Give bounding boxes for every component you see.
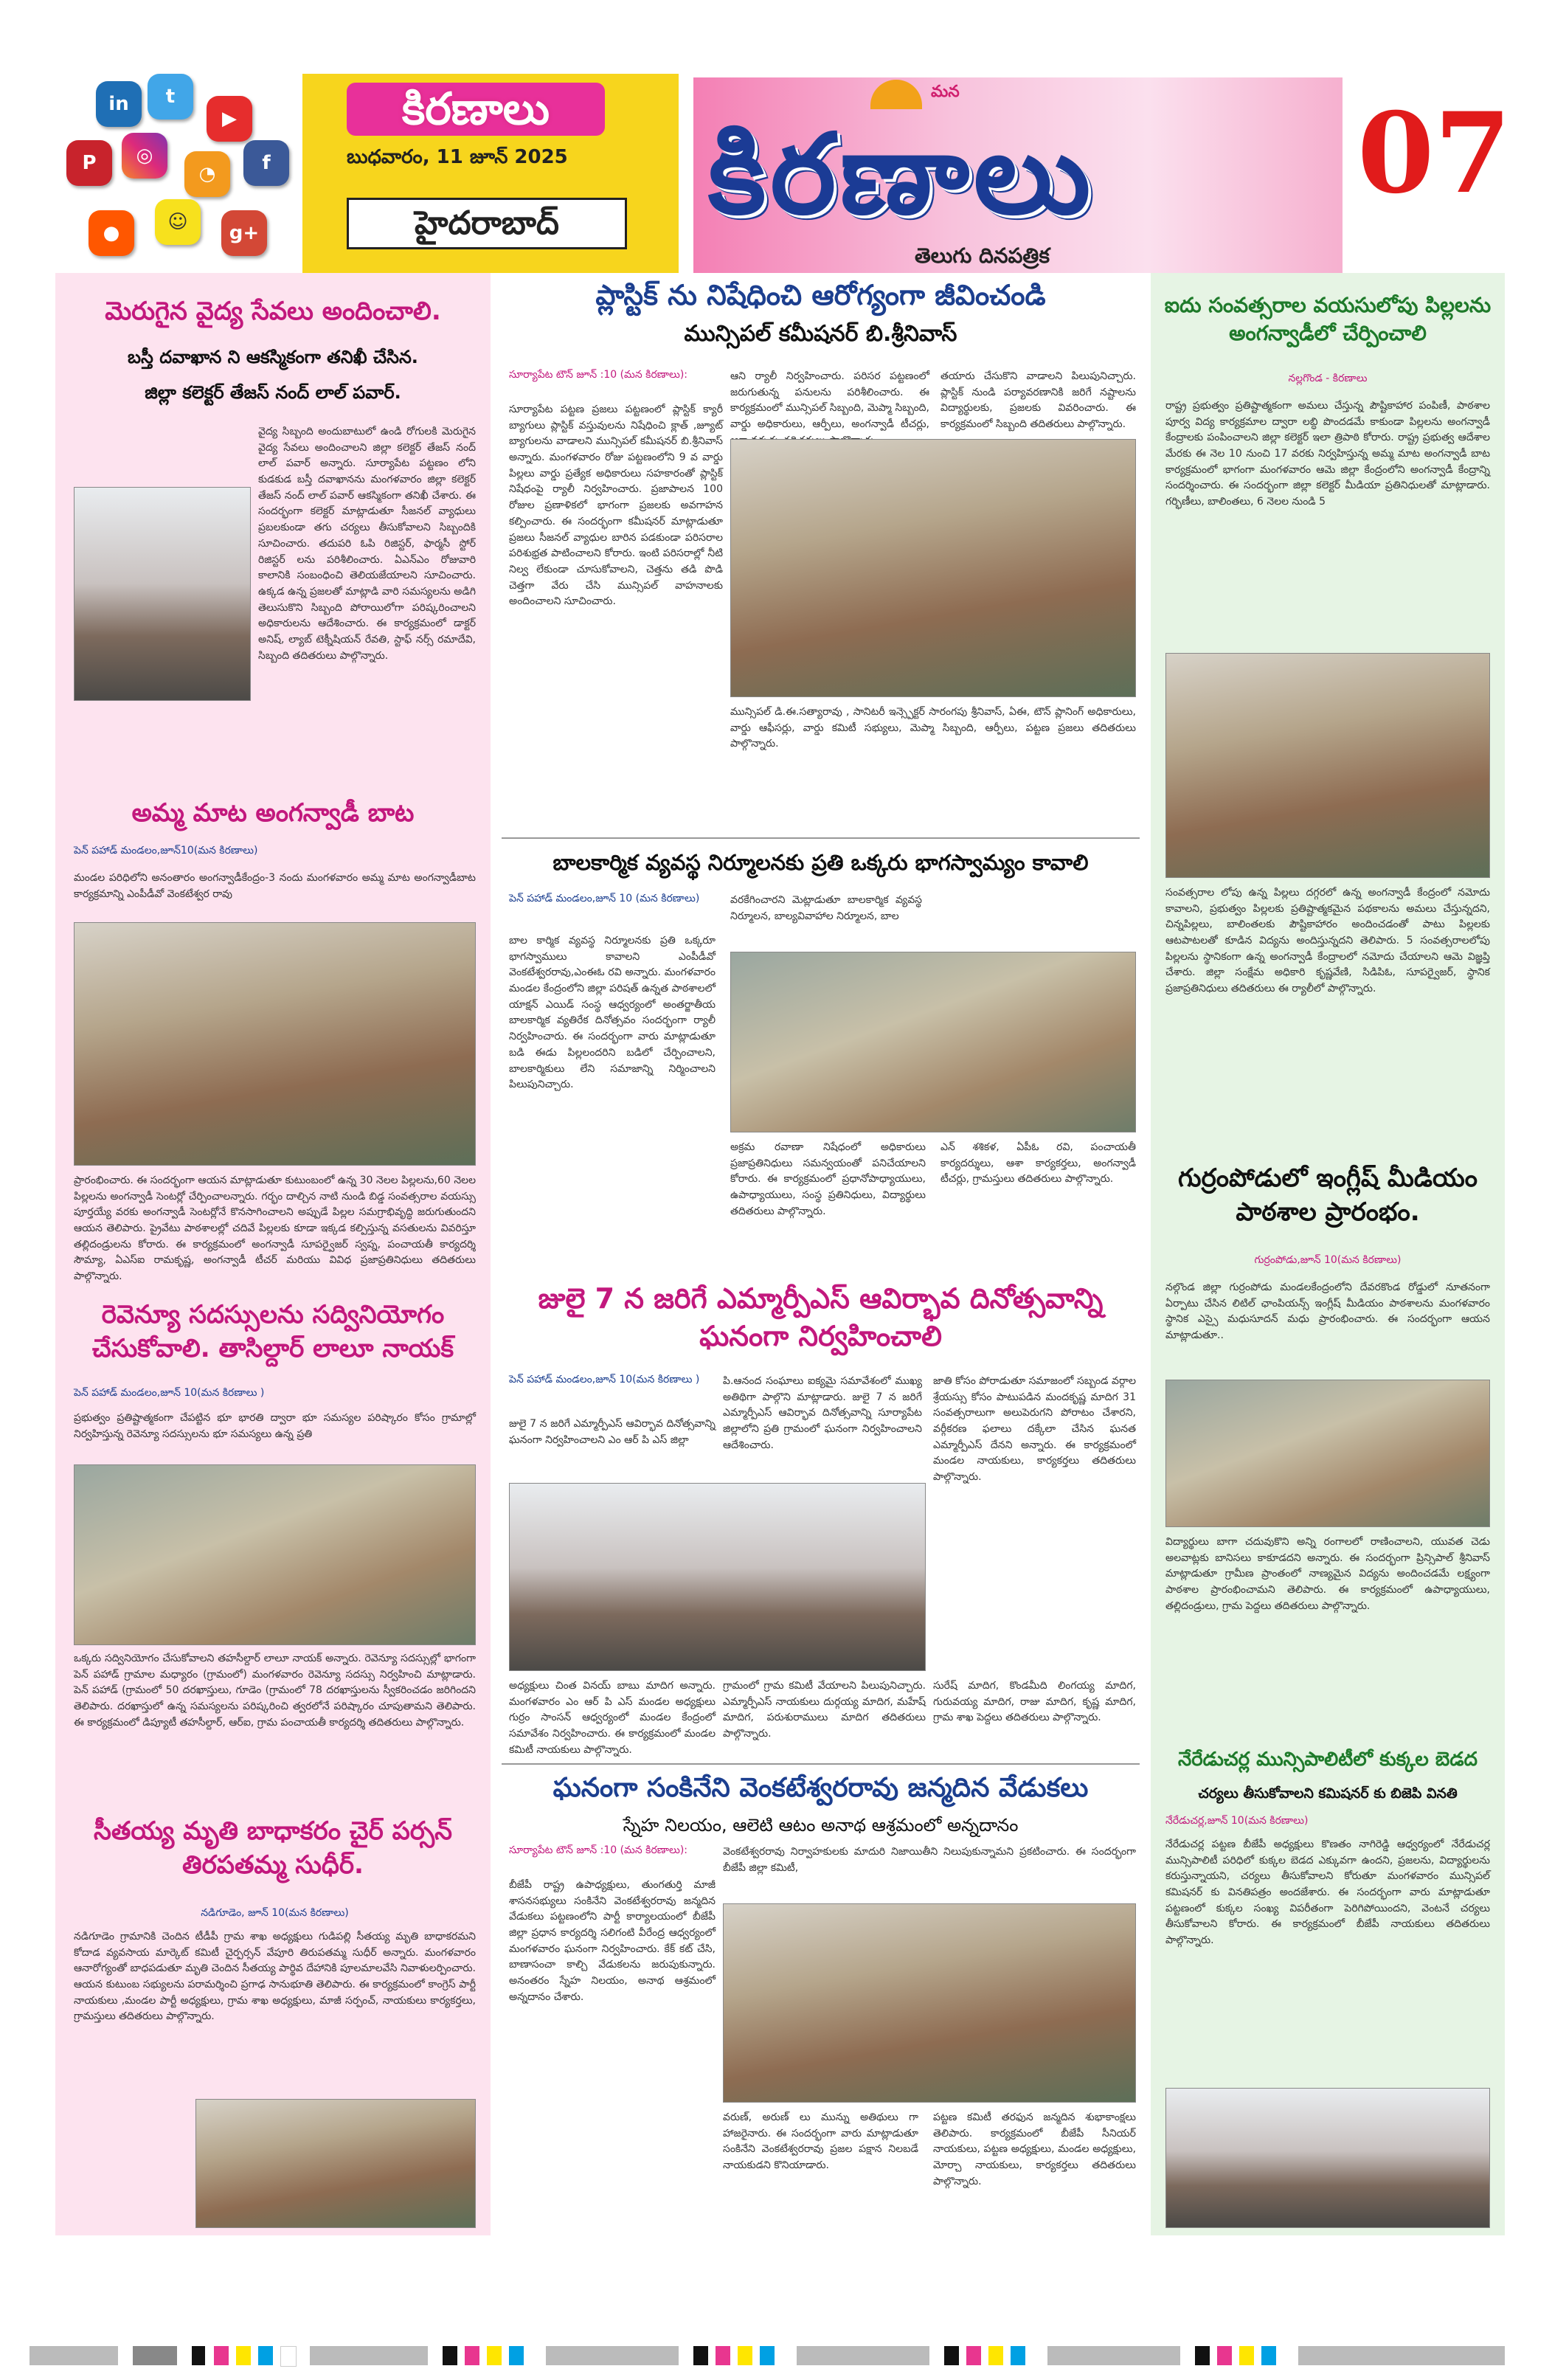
photo-collector-children: [1165, 653, 1490, 878]
masthead-small-title: కిరణాలు: [347, 83, 605, 136]
divider-2: [502, 1763, 1140, 1765]
article-plastic-col1: సూర్యాపేట పట్టణ ప్రజలు పట్టణంలో ప్లాస్టిక్ క్యారీ బ్యాగులు ప్లాస్టిక్ వస్తువులను నిషేధించి క్లాత్ ,జ్యూట్ బ్యాగులను వాడాలని మున్సిపల్ కమీషనర్ బి.శ్రీనివాస్ అన్నారు. మంగళవారం రోజు పట్టణంలోని 9 వ వార్డు పిల్లలు వార్డు ప్రత్యేక అధికారులు సహకారంతో ప్లాస్టిక్ నిషేధంపై ర్యాలీ నిర్వహించారు. ప్రజాపాలన 100 రోజుల ప్రణాళికలో భాగంగా ప్రజలకు అవగాహన కల్పించారు. ఈ సందర్భంగా కమీషనర్ మాట్లాడుతూ ప్రజలు సీజనల్ వ్యాధుల బారిన పడకుండా పరిసరాల పరిశుభ్రత పాటించాలని కోరారు. ఇంటి పరిసరాల్లో నీటి నిల్వ లేకుండా చూసుకోవాలని, చెత్తను తడి పొడి చెత్తగా వేరు చేసి మున్సిపల్ వాహనాలకు అందించాలని సూచించారు.: [509, 404, 723, 608]
headline-revenue-sadassu: రెవెన్యూ సదస్సులను సద్వినియోగం చేసుకోవాలి. తాసిల్దార్ లాలూ నాయక్: [91, 1300, 454, 1363]
article-mrps-col5: గ్రామంలో గ్రామ కమిటీ వేయాలని పిలుపునిచ్చారు. ఎమ్మార్పీఎస్ నాయకులు దుర్గయ్య మాదిగ, మహేష్ మాదిగ, పరుశురాములు మాదిగ తదితరులు పాల్గొన్నారు.: [723, 1680, 926, 1740]
article-stray-dogs-body: నేరేడుచర్ల పట్టణ బీజేపీ అధ్యక్షులు కొణతం నాగిరెడ్డి ఆధ్వర్యంలో నేరేడుచర్ల మున్సిపాలిటీ పరిధిలో కుక్కల బెడద ఎక్కువగా ఉందని, ప్రజలను, విద్యార్థులను కరుస్తున్నాయని, చర్యలు తీసుకోవాలని కోరుతూ మంగళవారం మున్సిపల్ కమిషనర్ కు వినతిపత్రం అందజేశారు. ఈ సందర్భంగా వారు మాట్లాడుతూ పట్టణంలో కుక్కల సంఖ్య విపరీతంగా పెరిగిపోయిందని, వెంటనే చర్యలు తీసుకోవాలని కోరారు. ఈ కార్యక్రమంలో బీజేపీ నాయకులు తదితరులు పాల్గొన్నారు.: [1165, 1838, 1490, 1947]
article-anganwadi-body: సంవత్సరాల లోపు ఉన్న పిల్లలు దగ్గరలో ఉన్న అంగన్వాడీ కేంద్రంలో నమోదు కావాలని, ప్రభుత్వం పిల్లలకు ప్రతిష్టాత్మకమైన పథకాలను అమలు చేస్తున్నదని, చిన్నపిల్లలు, బాలింతలకు పౌష్టికాహారం అందించడంతో పాటు పిల్లలకు ఆటపాటలతో కూడిన విద్యను అందిస్తున్నదని తెలిపారు. 5 సంవత్సరాలలోపు పిల్లలను స్థానికంగా ఉన్న అంగన్వాడీ కేంద్రాలలో నమోదు చేయాలని ఆమె విజ్ఞప్తి చేశారు. జిల్లా సంక్షేమ అధికారి కృష్ణవేణి, సిడిపిఓ, సూపర్వైజర్, స్థానిక ప్రజాప్రతినిధులు తదితరులు ఈ ర్యాలీలో పాల్గొన్నారు.: [1165, 887, 1490, 995]
reddit-icon: ●: [89, 210, 134, 256]
headline-english-medium-school: గుర్రంపోడులో ఇంగ్లీష్ మీడియం పాఠశాల ప్రారంభం.: [1177, 1163, 1477, 1227]
article-mrps-col4: అధ్యక్షులు చింత వినయ్ బాబు మాదిగ అన్నారు. మంగళవారం ఎం ఆర్ పి ఎస్ మండల అధ్యక్షులు గుర్రం సాంసన్ ఆధ్వర్యంలో మండల కేంద్రంలో సమావేశం నిర్వహించారు. ఈ కార్యక్రమంలో మండల కమిటీ నాయకులు పాల్గొన్నారు.: [509, 1680, 716, 1756]
facebook-icon: f: [243, 140, 289, 186]
photo-plastic-rally: [730, 439, 1136, 697]
photo-petition: [1165, 2088, 1490, 2228]
dateline-gurrampodu: గుర్రంపోడు,జూన్ 10(మన కిరణాలు): [1254, 1254, 1402, 1266]
dateline-child-labour: పెన్ పహాడ్ మండలం,జూన్ 10 (మన కిరణాలు): [509, 893, 700, 904]
article-seethaiah-body: నడిగూడెం గ్రామానికి చెందిన టీడీపీ గ్రామ శాఖ అధ్యక్షులు గుడిపల్లి సీతయ్య మృతి బాధాకరమని కోదాడ వ్యవసాయ మార్కెట్ కమిటీ చైర్పర్సన్ వేపూరి తిరుపతమ్మ సుధీర్ అన్నారు. మంగళవారం ఆనారోగ్యంతో బాధపడుతూ మృతి చెందిన సీతయ్య పార్థివ దేహానికి పూలమాలవేసి నివాళులర్పించారు. ఆయన కుటుంబ సభ్యులను పరామర్శించి ప్రగాఢ సానుభూతి తెలిపారు. ఈ కార్యక్రమంలో కాంగ్రెస్ పార్టీ నాయకులు ,మండల పార్టీ అధ్యక్షులు, గ్రామ శాఖ అధ్యక్షులు, మాజీ సర్పంచ్, నాయకులు కార్యకర్తలు, గ్రామస్తులు తదితరులు పాల్గొన్నారు.: [74, 1931, 476, 2023]
subhead-collector: జిల్లా కలెక్టర్ తేజస్ నంద్ లాల్ పవార్.: [145, 382, 401, 403]
article-mrps-col2: పి.ఆనంద సంఘాలు ఐక్యమై సమావేశంలో ముఖ్య అతిథిగా పాల్గొని మాట్లాడారు. జులై 7 న జరిగే ఎమ్మార్పీఎస్ ఆవిర్భావ దినోత్సవాన్ని సూర్యాపేట జిల్లాలోని ప్రతి గ్రామంలో ఘనంగా నిర్వహించాలని ఆదేశించారు.: [723, 1375, 922, 1451]
article-child-labour-col4: ఎన్ శశికళ, ఏపీఓ రవి, పంచాయతీ కార్యదర్శులు, ఆశా కార్యకర్తలు, అంగన్వాడీ టీచర్లు, గ్రామస్తులు తదితరులు పాల్గొన్నారు.: [940, 1141, 1136, 1186]
photo-tribute: [195, 2099, 476, 2228]
headline-mrps-anniversary: జులై 7 న జరిగే ఎమ్మార్పీఎస్ ఆవిర్భావ దినోత్సవాన్ని ఘనంగా నిర్వహించాలి: [538, 1282, 1104, 1353]
article-plastic-col4: మున్సిపల్ డి.ఈ.సత్యారావు , సానిటరీ ఇన్స్పెక్టర్ సారంగపు శ్రీనివాస్, ఏఈ, టౌన్ ప్లానింగ్ అధికారులు, వార్డు ఆఫీసర్లు, వార్డు కమిటీ సభ్యులు, మెప్మా సిబ్బంది, ఆర్పీలు, పట్టణ ప్రజలు తదితరులు పాల్గొన్నారు.: [730, 706, 1136, 750]
photo-revenue-meeting: [74, 1464, 476, 1645]
photo-anganwadi-rally: [74, 922, 476, 1166]
dateline-mrps: పెన్ పహాడ్ మండలం,జూన్ 10(మన కిరణాలు ): [509, 1374, 700, 1386]
article-birthday-col1: బీజేపీ రాష్ట్ర ఉపాధ్యక్షులు, తుంగతుర్తి మాజీ శాసనసభ్యులు సంకినేని వెంకటేశ్వరరావు జన్మదిన వేడుకలు పట్టణంలోని పార్టీ కార్యాలయంలో బీజేపీ జిల్లా ప్రధాన కార్యదర్శి సలిగంటి వీరేంద్ర ఆధ్వర్యంలో మంగళవారం ఘనంగా నిర్వహించారు. కేక్ కట్ చేసి, బాణాసంచా కాల్చి వేడుకలను జరుపుకున్నారు. అనంతరం స్నేహ నిలయం, అనాథ ఆశ్రమంలో అన్నదానం చేశారు.: [509, 1879, 716, 2003]
headline-child-labour: బాలకార్మిక వ్యవస్థ నిర్మూలనకు ప్రతి ఒక్కరు భాగస్వామ్యం కావాలి: [552, 850, 1089, 875]
print-registration-strip: [30, 2346, 1522, 2365]
headline-stray-dogs: నేరేడుచర్ల మున్సిపాలిటీలో కుక్కల బెడద: [1178, 1748, 1477, 1771]
dateline-suryapet-plastic: సూర్యాపేట టౌన్ జూన్ :10 (మన కిరణాలు):: [509, 369, 688, 381]
subhead-clinic-inspection: బస్తీ దవాఖాన ని ఆకస్మికంగా తనిఖీ చేసిన.: [128, 347, 418, 367]
google-plus-icon: g+: [221, 210, 267, 256]
article-child-labour-col2: వరకేగించారని మెట్లాడుతూ బాలకార్మిక వ్యవస్థ నిర్మూలన, బాల్యవివాహాల నిర్మూలన, బాల: [730, 894, 922, 922]
youtube-icon: ▶: [207, 96, 252, 142]
instagram-icon: ◎: [122, 133, 167, 179]
twitter-icon: t: [148, 74, 193, 120]
dateline-nadigudem: నడిగూడెం, జూన్ 10(మన కిరణాలు): [201, 1907, 349, 1919]
headline-birthday-celebrations: ఘనంగా సంకినేని వెంకటేశ్వరరావు జన్మదిన వేడుకలు: [552, 1773, 1089, 1803]
rss-icon: ◔: [184, 151, 230, 197]
headline-amma-mata: అమ్మ మాట అంగన్వాడీ బాట: [131, 798, 415, 828]
page-number: 07: [1357, 89, 1511, 218]
social-icons-cluster: [66, 74, 302, 273]
article-school-intro: నల్గొండ జిల్లా గుర్రంపోడు మండలకేంద్రంలోని దేవరకొండ రోడ్డులో నూతనంగా ఏర్పాటు చేసిన లిటిల్ ఛాంపియన్స్ ఇంగ్లీష్ మీడియం పాఠశాలను మంగళవారం స్థానిక ఎస్సై మధుసూదన్ మధు ప్రారంభించారు. ఈ సందర్భంగా ఆయన మాట్లాడుతూ..: [1165, 1281, 1490, 1342]
headline-anganwadi-enrolment: ఐదు సంవత్సరాల వయసులోపు పిల్లలను అంగన్వాడీలో చేర్పించాలి: [1164, 293, 1492, 345]
subhead-bjp-petition: చర్యలు తీసుకోవాలని కమిషనర్ కు బిజెపి వినతి: [1198, 1785, 1458, 1802]
article-birthday-col4: పట్టణ కమిటీ తరఫున జన్మదిన శుభాకాంక్షలు తెలిపారు. కార్యక్రమంలో బీజేపీ సీనియర్ నాయకులు, పట్టణ అధ్యక్షులు, మండల అధ్యక్షులు, మోర్చా నాయకులు, కార్యకర్తలు తదితరులు పాల్గొన్నారు.: [933, 2111, 1136, 2187]
dateline-amma-mata: పెన్ పహాడ్ మండలం,జూన్10(మన కిరణాలు): [74, 845, 258, 857]
pinterest-icon: P: [66, 140, 112, 186]
article-birthday-col3: వరుణ్, అరుణ్ లు మున్ను అతిథులు గా హాజరైనారు. ఈ సందర్భంగా వారు మాట్లాడుతూ సంకినేని వెంకటేశ్వరరావు ప్రజల పక్షాన నిలబడే నాయకుడని కొనియాడారు.: [723, 2111, 918, 2172]
photo-school-opening: [1165, 1380, 1490, 1527]
dateline-nereducharla: నేరేడుచర్ల,జూన్ 10(మన కిరణాలు): [1165, 1815, 1309, 1827]
article-birthday-col2: వెంకటేశ్వరరావు నిర్వాహకులకు మాదురి నిజాయితీని నిలుపుకున్నామని ప్రకటించారు. ఈ సందర్భంగా బీజేపీ జిల్లా కమిటీ,: [723, 1846, 1136, 1874]
article-child-labour-col1: బాల కార్మిక వ్యవస్థ నిర్మూలనకు ప్రతి ఒక్కరూ భాగస్వాములు కావాలని ఎంపీడీవో వెంకటేశ్వరరావు,ఎంఈఓ రవి అన్నారు. మంగళవారం మండల కేంద్రంలోని జిల్లా పరిషత్ ఉన్నత పాఠశాలలో యాక్షన్ ఎయిడ్ సంస్థ ఆధ్వర్యంలో అంతర్జాతీయ బాలకార్మిక వ్యతిరేక దినోత్సవం సందర్భంగా ర్యాలీ నిర్వహించారు. ఈ సందర్భంగా వారు మాట్లాడుతూ బడి ఈడు పిల్లలందరిని బడిలో చేర్పించాలని, బాలకార్మికులు లేని సమాజాన్ని నిర్మించాలని పిలుపునిచ్చారు.: [509, 935, 716, 1091]
photo-child-labour-rally: [730, 952, 1136, 1132]
dateline-suryapet-birthday: సూర్యాపేట టౌన్ జూన్ :10 (మన కిరణాలు):: [509, 1844, 688, 1856]
headline-plastic-ban: ప్లాస్టిక్ ను నిషేధించి ఆరోగ్యంగా జీవించండి: [595, 279, 1046, 311]
article-plastic-col2: ఆని ర్యాలీ నిర్వహించారు. పరిసర పట్టణంలో జరుగుతున్న పనులను పరిశీలించారు. ఈ కార్యక్రమంలో మున్సిపల్ సిబ్బంది, మెప్మా సిబ్బంది, వార్డు అధికారులు, ఆర్పీలు, అంగన్వాడీ టీచర్లు,: [730, 370, 929, 431]
dateline-revenue: పెన్ పహాడ్ మండలం,జూన్ 10(మన కిరణాలు ): [74, 1387, 265, 1399]
article-amma-mata-intro: మండల పరిధిలోని అనంతారం అంగన్వాడీకేంద్రం-3 నందు మంగళవారం అమ్మ మాట అంగన్వాడీబాట కార్యక్రమాన్ని ఎంపీడీవో వెంకటేశ్వర రావు: [74, 872, 476, 900]
masthead-subtitle: తెలుగు దినపత్రిక: [915, 243, 1050, 268]
headline-seethaiah-condolence: సీతయ్య మృతి బాధాకరం చైర్ పర్సన్ తిరపతమ్మ సుధీర్.: [94, 1816, 452, 1880]
linkedin-icon: in: [96, 81, 142, 127]
masthead-title: కిరణాలు: [708, 111, 1095, 239]
headline-medical-services: మెరుగైన వైద్య సేవలు అందించాలి.: [105, 297, 441, 326]
brand-tag: మన: [931, 83, 960, 101]
edition-city: హైదరాబాద్: [347, 198, 627, 249]
article-medical-body: వైద్య సిబ్బంది అందుబాటులో ఉండి రోగులకి మెరుగైన వైద్య సేవలు అందించాలని జిల్లా కలెక్టర్ తేజస్ నంద్ లాల్ పవార్ అన్నారు. సూర్యాపేట పట్టణం లోని కుడకుడ బస్తీ దవాఖానను మంగళవారం జిల్లా కలెక్టర్ తేజస్ నంద్ లాల్ పవార్ ఆకస్మికంగా తనిఖీ చేశారు. ఈ సందర్భంగా కలెక్టర్ మాట్లాడుతూ సీజనల్ వ్యాధులు ప్రబలకుండా తగు చర్యలు తీసుకోవాలని సిబ్బందికి సూచించారు. తదుపరి ఓపి రిజిస్టర్, ఫార్మసీ స్టోర్ రిజిస్టర్ లను పరిశీలించారు. ఏఎన్ఎం రోజువారి కాలానికి సంబంధించి తెలియజేయాలని సూచించారు. ఉక్కడ ఉన్న ప్రజలతో మాట్లాడి వారి సమస్యలను అడిగి తెలుసుకొని సిబ్బంది పోరాయిలోగా పరిష్కరించాలని అధికారులను ఆదేశించారు. ఈ కార్యక్రమంలో డాక్టర్ అనిష్, ల్యాబ్ టెక్నీషియన్ రేవతి, స్టాఫ్ నర్స్ రమాదేవి, సిబ్బంది తదితరులు పాల్గొన్నారు.: [258, 426, 476, 662]
divider-1: [502, 837, 1140, 839]
article-revenue-body: ఒక్కరు సద్వినియోగం చేసుకోవాలని తహసీల్దార్ లాలూ నాయక్ అన్నారు. రెవెన్యూ సదస్సుల్లో భాగంగా పెన్ పహాడ్ గ్రామాల మధ్యారం (గ్రామంలో) మంగళవారం రెవెన్యూ సదస్సు నిర్వహించి మాట్లాడారు. పెన్ పహాడ్ (గ్రామంలో 50 దరఖాస్తులు, గూడెం (గ్రామంలో 78 దరఖాస్తులను స్వీకరించడం జరిగిందని తెలిపారు. దరఖాస్తులో ఉన్న సమస్యలను పరిష్కరించి త్వరలోనే పరిష్కారం చూపుతామని తెలిపారు. ఈ కార్యక్రమంలో డిప్యూటీ తహసీల్దార్, ఆర్ఐ, గ్రామ పంచాయతీ కార్యదర్శి తదితరులు పాల్గొన్నారు.: [74, 1653, 476, 1729]
article-plastic-col3: తయారు చేసుకొని వాడాలని పిలుపునిచ్చారు. ప్లాస్టిక్ నుండి పర్యావరణానికి జరిగే నష్టాలను విద్యార్థులకు, ప్రజలకు వివరించారు. ఈ కార్యక్రమంలో సిబ్బంది తదితరులు పాల్గొన్నారు.: [940, 370, 1136, 431]
issue-date: బుధవారం, 11 జూన్ 2025: [347, 146, 568, 168]
subhead-commissioner: మున్సిపల్ కమీషనర్ బి.శ్రీనివాస్: [684, 321, 957, 347]
snapchat-icon: ☺: [155, 199, 201, 245]
subhead-annadanam: స్నేహ నిలయం, ఆలెటి ఆటం అనాథ ఆశ్రమంలో అన్నదానం: [623, 1815, 1019, 1836]
article-mrps-col3: జాతి కోసం పోరాడుతూ సమాజంలో సబ్బండ వర్గాల శ్రేయస్సు కోసం పాటుపడిన మందకృష్ణ మాదిగ 31 సంవత్సరాలుగా అలుపెరుగని పోరాటం చేశారని, వర్గీకరణ ఫలాలు దక్కేలా చేసిన ఘనత ఎమ్మార్పీఎస్ దేనని అన్నారు. ఈ కార్యక్రమంలో మండల నాయకులు, కార్యకర్తలు తదితరులు పాల్గొన్నారు.: [933, 1375, 1136, 1484]
photo-mrps-meeting: [509, 1483, 926, 1671]
dateline-nalgonda: నల్లగొండ - కిరణాలు: [1288, 373, 1368, 384]
photo-birthday-cake: [723, 1903, 1136, 2103]
article-amma-mata-body: ప్రారంభించారు. ఈ సందర్భంగా ఆయన మాట్లాడుతూ కుటుంబంలో ఉన్న 30 నెలల పిల్లలను,60 నెలల పిల్లలను అంగన్వాడీ సెంటర్లో చేర్పించాలన్నారు. గర్భం దాల్చిన నాటి నుండి బిడ్డ సంవత్సరాల వయస్సు పూర్తయ్యే వరకు అంగన్వాడీ సెంటర్లోనే కొనసాగించాలని అప్పుడే పిల్లల సమగ్రాభివృద్ధి జరుగుతుందని ఆయన తెలిపారు. ప్రైవేటు పాఠశాలల్లో చదివే పిల్లలకు కూడా ఇక్కడ కల్పిస్తున్న వసతులను వివరిస్తూ తల్లిదండ్రులను కోరారు. ఈ కార్యక్రమంలో అంగన్వాడీ సూపర్వైజర్ స్వప్న, పంచాయతీ కార్యదర్శి సౌమ్యా, ఏఎస్ఐ రామకృష్ణ, అంగన్వాడీ టీచర్ మరియు వివిధ ప్రజాప్రతినిధులు తదితరులు పాల్గొన్నారు.: [74, 1175, 476, 1283]
article-anganwadi-intro: రాష్ట్ర ప్రభుత్వం ప్రతిష్టాత్మకంగా అమలు చేస్తున్న పౌష్టికాహార పంపిణీ, పాఠశాల పూర్వ విద్య కార్యక్రమాల ద్వారా లబ్ధి పొందడమే కాకుండా పిల్లలను అంగన్వాడీ కేంద్రాలకు పంపించాలని జిల్లా కలెక్టర్ ఇలా త్రిపాఠి కోరారు. రాష్ట్ర ప్రభుత్వ ఆదేశాల మేరకు ఈ నెల 10 నుంచి 17 వరకు నిర్వహిస్తున్న అమ్మ మాట అంగన్వాడీ బాట కార్యక్రమంలో భాగంగా మంగళవారం ఆమె జిల్లా కేంద్రంలోని అంగన్వాడీ కేంద్రాన్ని సందర్శించారు. ఈ సందర్భంగా జిల్లా కలెక్టర్ మీడియా ప్రతినిధులతో మాట్లాడారు. గర్భిణీలు, బాలింతలు, 6 నెలల నుండి 5: [1165, 400, 1490, 508]
article-mrps-col1: జులై 7 న జరిగే ఎమ్మార్పీఎస్ ఆవిర్భావ దినోత్సవాన్ని ఘనంగా నిర్వహించాలని ఎం ఆర్ పి ఎస్ జిల్లా: [509, 1418, 716, 1446]
article-mrps-col6: సురేష్ మాదిగ, కొండమీది లింగయ్య మాదిగ, గురువయ్య మాదిగ, రాజు మాదిగ, కృష్ణ మాదిగ, గ్రామ శాఖ పెద్దలు తదితరులు పాల్గొన్నారు.: [933, 1680, 1136, 1724]
article-child-labour-col3: అక్రమ రవాణా నిషేధంలో అధికారులు ప్రజాప్రతినిధులు సమన్వయంతో పనిచేయాలని కోరారు. ఈ కార్యక్రమంలో ప్రధానోపాధ్యాయులు, ఉపాధ్యాయులు, సంస్థ ప్రతినిధులు, విద్యార్థులు తదితరులు పాల్గొన్నారు.: [730, 1141, 926, 1217]
article-revenue-intro: ప్రభుత్వం ప్రతిష్టాత్మకంగా చేపట్టిన భూ భారతి ద్వారా భూ సమస్యల పరిష్కారం కోసం గ్రామాల్లో నిర్వహిస్తున్న రెవెన్యూ సదస్సులను భూ సమస్యలు ఉన్న ప్రతి: [74, 1412, 476, 1440]
article-school-body: విద్యార్థులు బాగా చదువుకొని అన్ని రంగాలలో రాణించాలని, యువత చెడు అలవాట్లకు బానిసలు కాకూడదని అన్నారు. ఈ సందర్భంగా ప్రిన్సిపాల్ శ్రీనివాస్ మాట్లాడుతూ గ్రామీణ ప్రాంతంలో నాణ్యమైన విద్యను అందించడమే లక్ష్యంగా పాఠశాల ప్రారంభించామని తెలిపారు. ఈ కార్యక్రమంలో ఉపాధ్యాయులు, తల్లిదండ్రులు, గ్రామ పెద్దలు తదితరులు పాల్గొన్నారు.: [1165, 1536, 1490, 1612]
